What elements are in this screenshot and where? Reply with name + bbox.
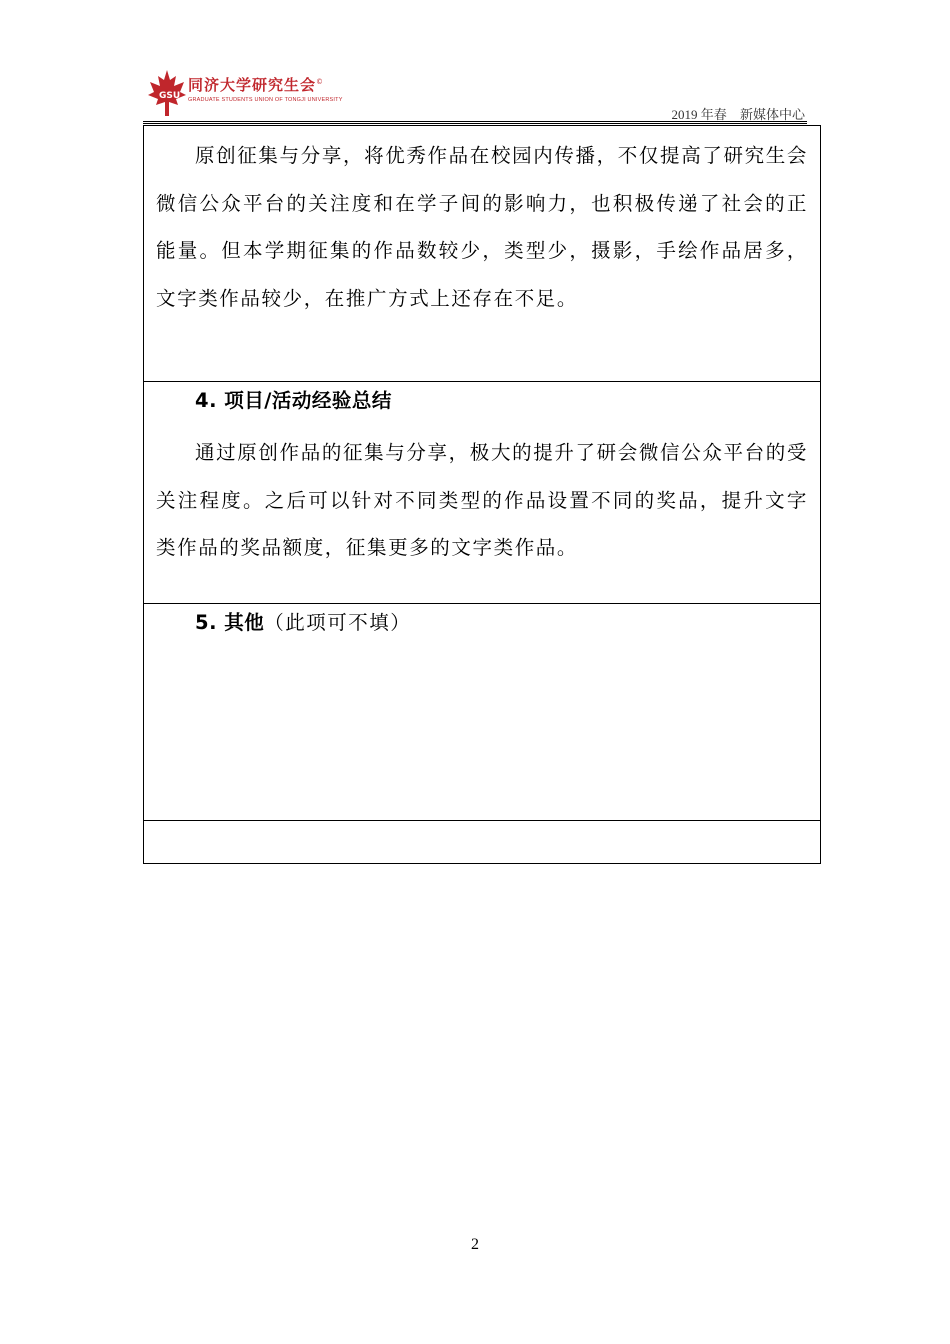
logo-chinese-name: 同济大学研究生会© [188, 76, 325, 94]
effect-cell [144, 126, 820, 382]
other-note: （此项可不填） [264, 611, 412, 634]
summary-paragraph: 通过原创作品的征集与分享，极大的提升了研会微信公众平台的受关注程度。之后可以针对不同类型的作品设置不同的奖品，提升文字类作品的奖品额度，征集更多的文字类作品。 [156, 441, 808, 559]
effect-paragraph: 原创征集与分享，将优秀作品在校园内传播，不仅提高了研究生会微信公众平台的关注度和在学子间的影响力，也积极传递了社会的正能量。但本学期征集的作品数较少，类型少，摄影，手绘作品居多，文字类作品较少，在推广方式上还存在不足。 [156, 144, 808, 310]
header-divider-secondary [143, 123, 807, 124]
union-logo [146, 68, 346, 118]
summary-heading: 4. 项目/活动经验总结 [195, 389, 392, 412]
maple-leaf-icon [146, 68, 188, 118]
other-cell [144, 604, 820, 821]
summary-cell [144, 382, 820, 604]
logo-english-name: GRADUATE STUDENTS UNION OF TONGJI UNIVERSITY [188, 97, 343, 103]
header-divider [143, 121, 807, 122]
page-number: 2 [471, 1236, 479, 1253]
term-label: 2019 年春 [671, 107, 727, 122]
report-table [143, 125, 821, 864]
other-heading-line [156, 607, 808, 639]
svg-text:GSU: GSU [159, 91, 181, 101]
other-heading: 5. 其他 [195, 611, 265, 634]
empty-cell [144, 821, 820, 863]
department-label: 新媒体中心 [739, 107, 805, 122]
